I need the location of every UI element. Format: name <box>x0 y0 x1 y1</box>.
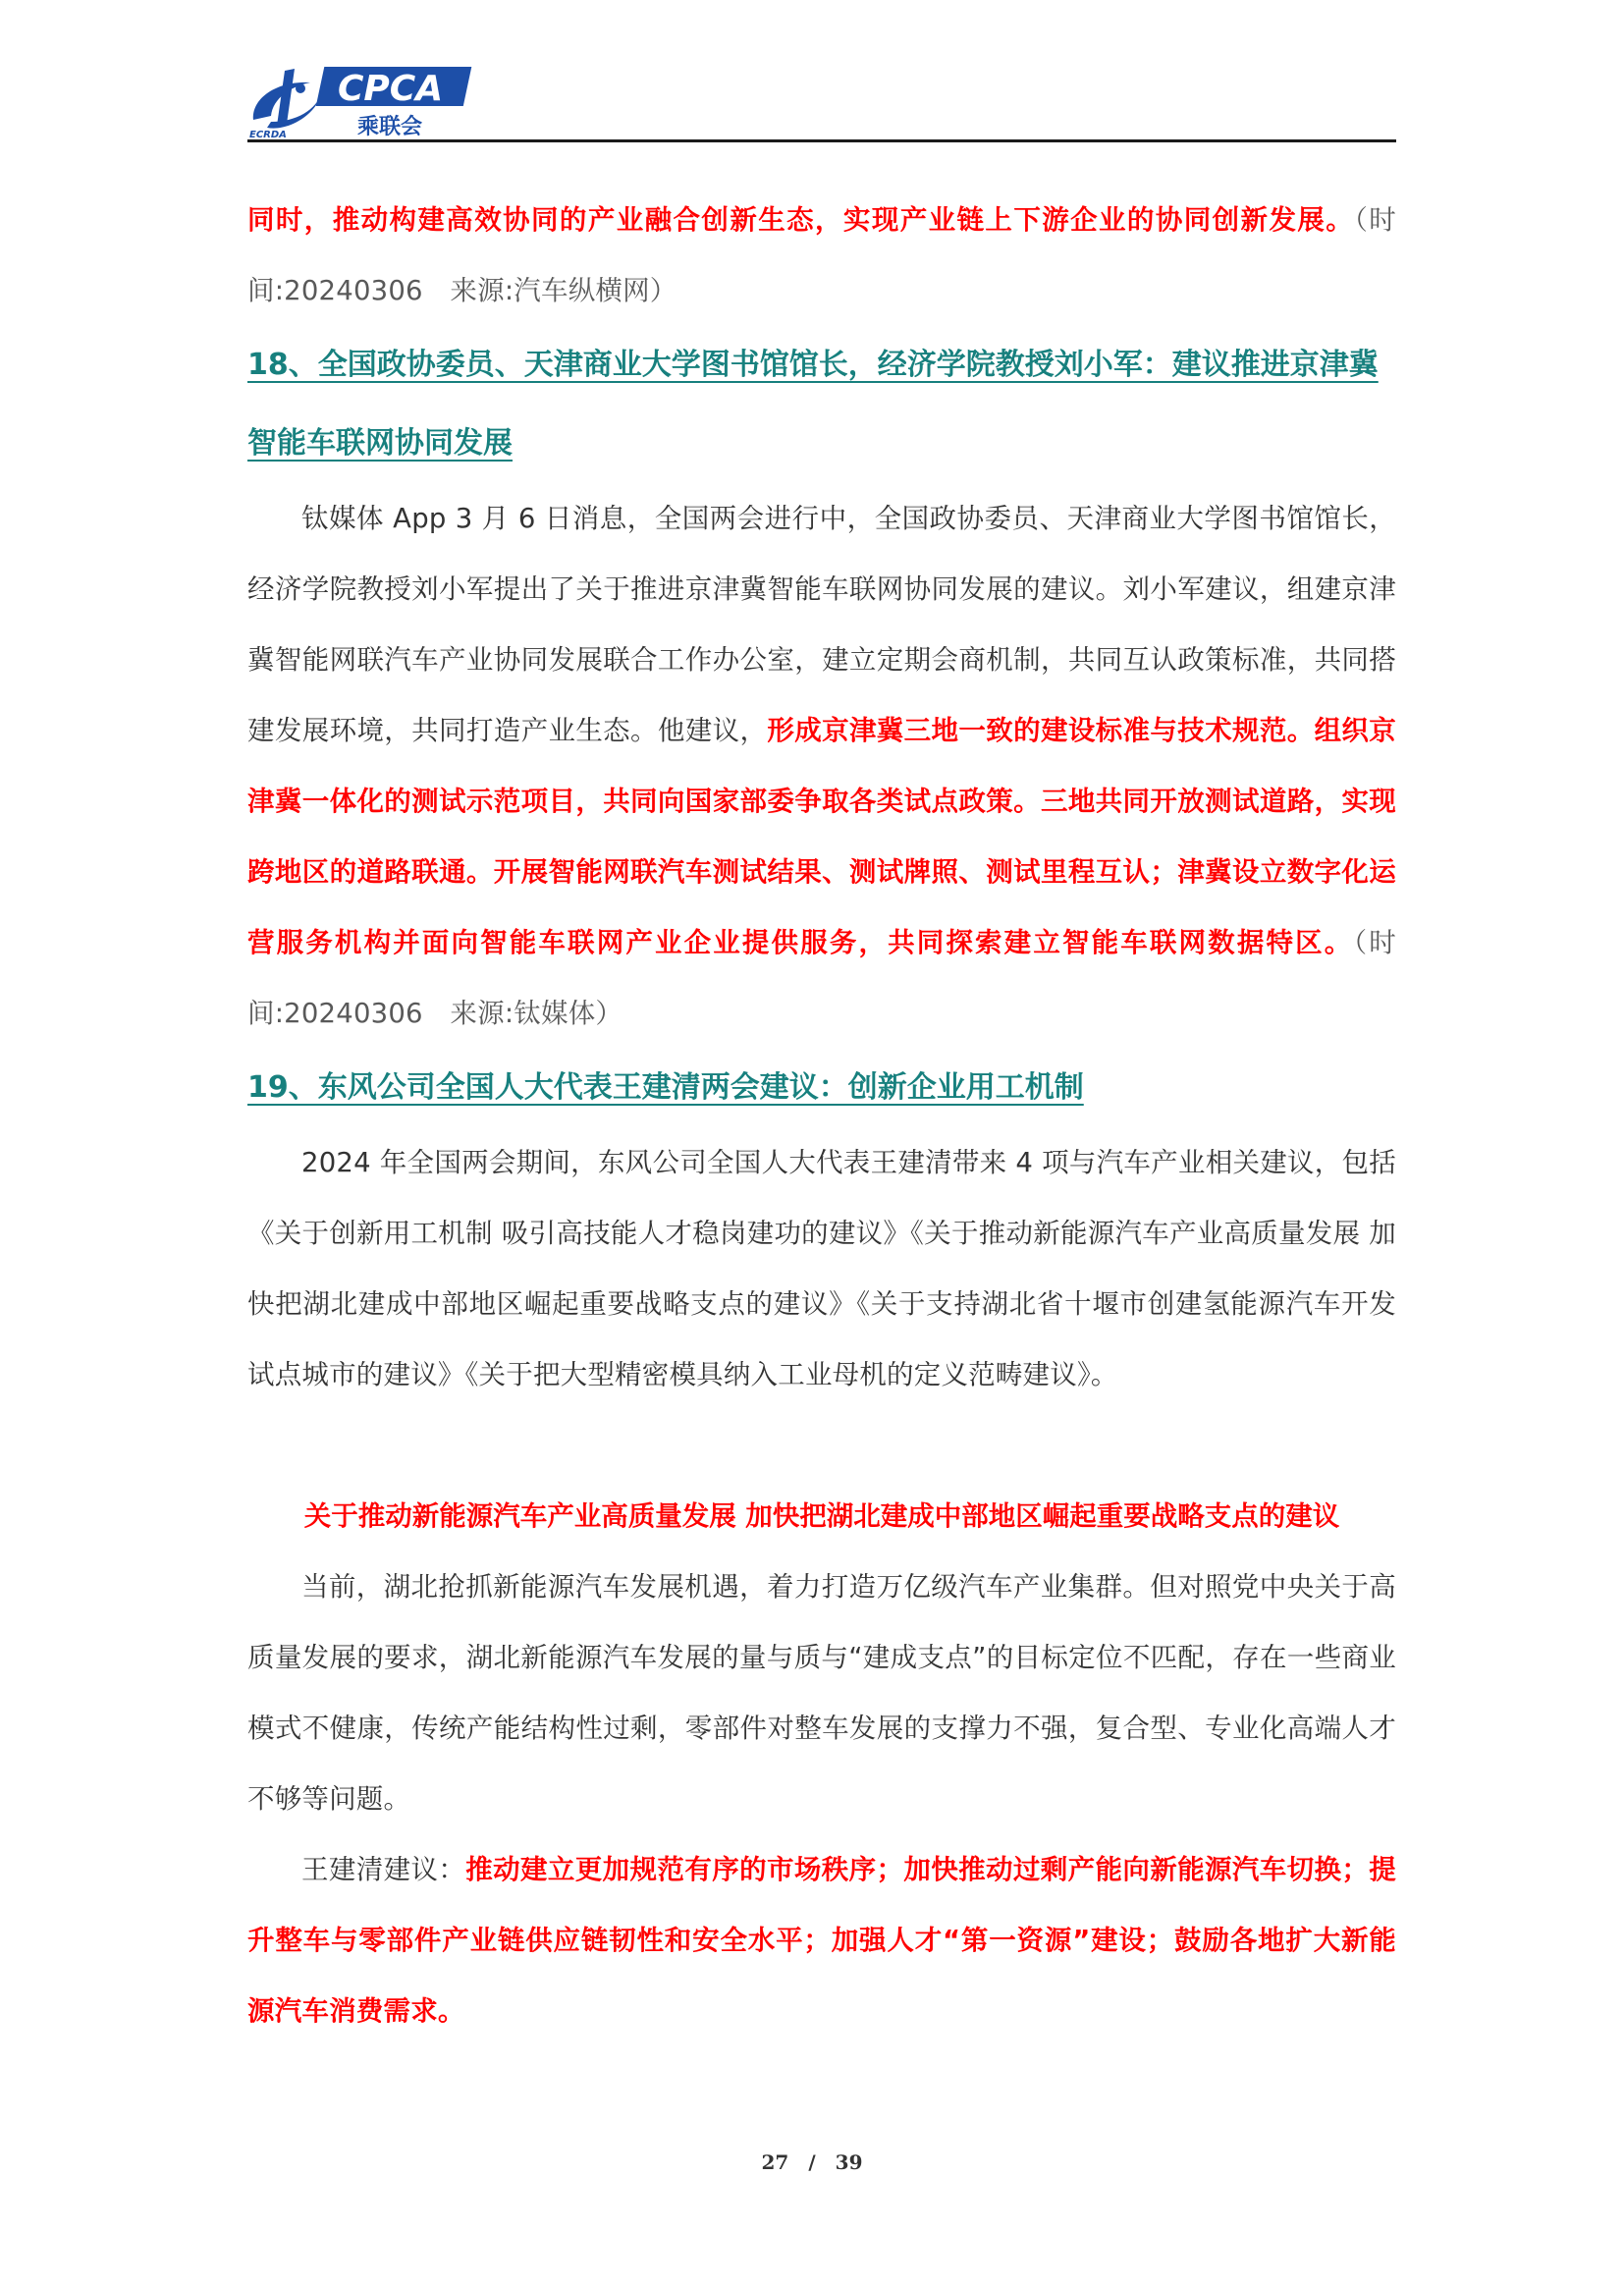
continued-paragraph <box>247 185 1396 326</box>
document-body <box>247 185 1396 2046</box>
section-18-paragraph <box>247 483 1396 1049</box>
page-number: 27 / 39 <box>761 2150 863 2174</box>
cpca-logo <box>247 59 483 139</box>
svg-text:CPCA: CPCA <box>338 69 444 109</box>
section-heading-19: 19、东风公司全国人大代表王建清两会建议：创新企业用工机制 <box>247 1070 1084 1105</box>
highlight-text: 形成京津冀三地一致的建设标准与技术规范。组织京津冀一体化的测试示范项目，共同向国家部委争取各类试点政策。三地共同开放测试道路，实现跨地区的道路联通。开展智能网联汽车测试结果、测试牌照、测试里程互认；津冀设立数字化运营服务机构并面向智能车联网产业企业提供服务，共同探索建立智能车联网数据特区。 <box>247 715 1396 958</box>
section-heading-18: 18、全国政协委员、天津商业大学图书馆馆长，经济学院教授刘小军：建议推进京津冀智能车联网协同发展 <box>247 348 1379 461</box>
body-text: 钛媒体 App 3 月 6 日消息，全国两会进行中，全国政协委员、天津商业大学图书馆馆长，经济学院教授刘小军提出了关于推进京津冀智能车联网协同发展的建议。刘小军建议，组建京津冀智能网联汽车产业协同发展联合工作办公室，建立定期会商机制，共同互认政策标准，共同搭建发展环境，共同打造产业生态。他建议， <box>247 503 1396 746</box>
proposal-subheading: 关于推动新能源汽车产业高质量发展 加快把湖北建成中部地区崛起重要战略支点的建议 <box>303 1500 1340 1532</box>
body-text: 王建清建议： <box>301 1854 466 1885</box>
proposal-paragraph: 当前，湖北抢抓新能源汽车发展机遇，着力打造万亿级汽车产业集群。但对照党中央关于高质量发展的要求，湖北新能源汽车发展的量与质与“建成支点”的目标定位不匹配，存在一些商业模式不健康，传统产能结构性过剩，零部件对整车发展的支撑力不强，复合型、专业化高端人才不够等问题。 <box>247 1571 1396 1815</box>
svg-text:乘联会: 乘联会 <box>357 115 423 139</box>
recommendation-paragraph <box>247 1834 1396 2046</box>
highlight-text: 同时，推动构建高效协同的产业融合创新生态，实现产业链上下游企业的协同创新发展。 <box>247 204 1355 236</box>
highlight-text: 推动建立更加规范有序的市场秩序；加快推动过剩产能向新能源汽车切换；提升整车与零部件产业链供应链韧性和安全水平；加强人才“第一资源”建设；鼓励各地扩大新能源汽车消费需求。 <box>247 1854 1397 2027</box>
svg-text:ECRDA: ECRDA <box>249 130 287 139</box>
header-rule <box>247 139 1396 142</box>
section-19-paragraph: 2024 年全国两会期间，东风公司全国人大代表王建清带来 4 项与汽车产业相关建议，包括《关于创新用工机制 吸引高技能人才稳岗建功的建议》《关于推动新能源汽车产业高质量发展 加快把湖北建成中部地区崛起重要战略支点的建议》《关于支持湖北省十堰市创建氢能源汽车开发试点城市的建议》《关于把大型精密模具纳入工业母机的定义范畴建议》。 <box>247 1147 1396 1390</box>
source-note: （时间:20240306 来源:汽车纵横网） <box>247 204 1397 306</box>
source-note: （时间:20240306 来源:钛媒体） <box>247 927 1396 1029</box>
page-header <box>247 59 1396 143</box>
spacer <box>247 1410 1396 1481</box>
